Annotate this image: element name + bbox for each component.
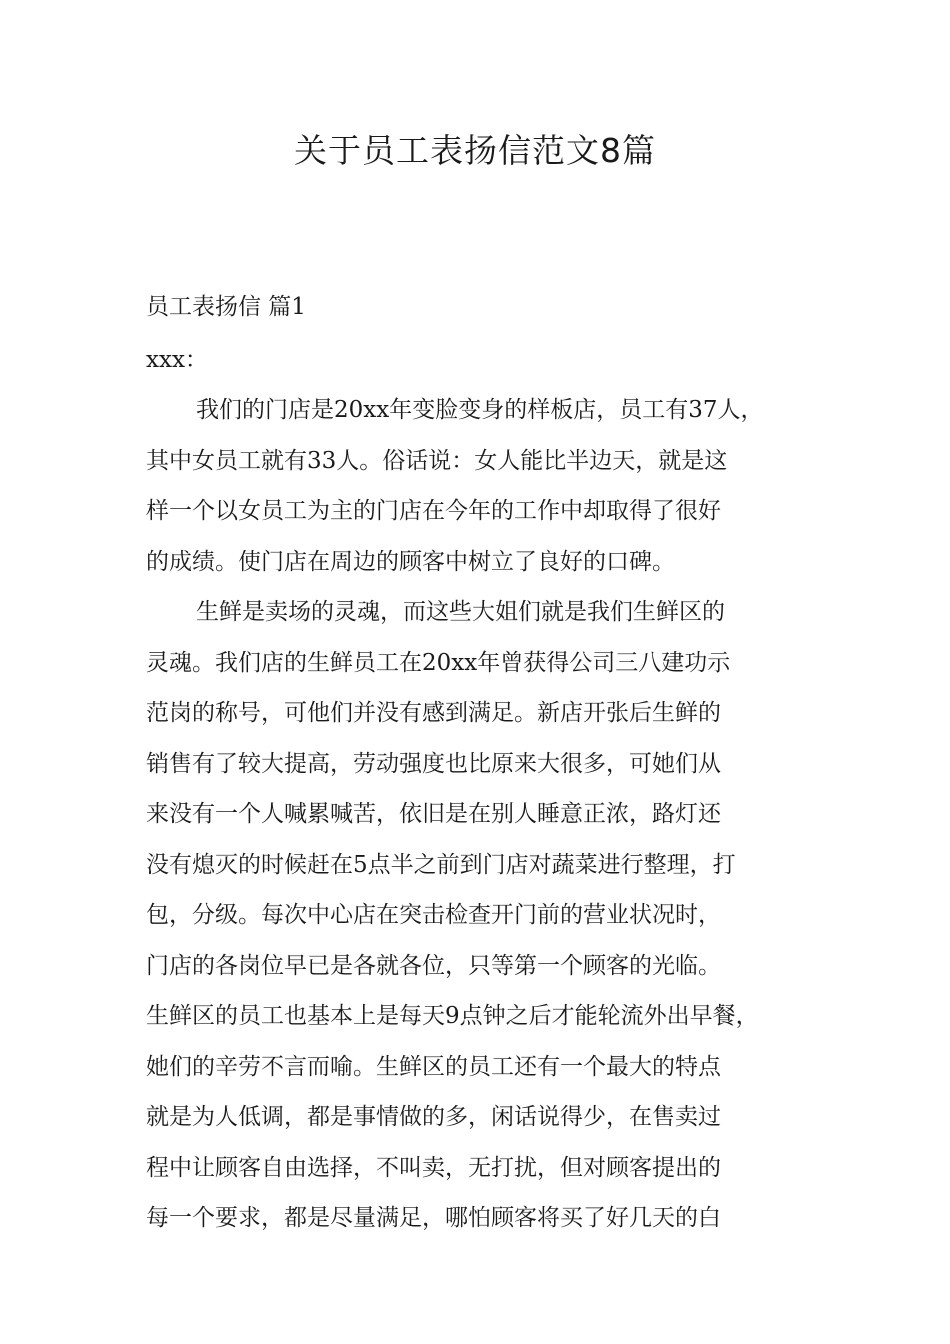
text-line: 销售有了较大提高，劳动强度也比原来大很多，可她们从 [146, 750, 721, 777]
text-line: 生鲜是卖场的灵魂，而这些大姐们就是我们生鲜区的 [196, 599, 725, 625]
text-line: 我们的门店是20xx年变脸变身的样板店，员工有37人， [196, 397, 764, 423]
document-body [146, 282, 838, 1244]
text-line: 灵魂。我们店的生鲜员工在20xx年曾获得公司三八建功示 [146, 649, 731, 676]
text-line: 样一个以女员工为主的门店在今年的工作中却取得了很好 [146, 498, 721, 524]
text-line: 范岗的称号，可他们并没有感到满足。新店开张后生鲜的 [146, 700, 721, 726]
text-line: 就是为人低调，都是事情做的多，闲话说得少，在售卖过 [146, 1104, 721, 1130]
text-line: 其中女员工就有33人。俗话说：女人能比半边天，就是这 [146, 447, 728, 474]
salutation: xxx： [146, 346, 208, 373]
text-line: 每一个要求，都是尽量满足，哪怕顾客将买了好几天的白 [146, 1205, 721, 1231]
text-line: 没有熄灭的时候赶在5点半之前到门店对蔬菜进行整理，打 [146, 851, 736, 878]
paragraph-1 [146, 385, 838, 587]
text-line: 包，分级。每次中心店在突击检查开门前的营业状况时， [146, 902, 721, 928]
section-heading: 员工表扬信 篇1 [146, 294, 306, 320]
text-line: 生鲜区的员工也基本上是每天9点钟之后才能轮流外出早餐， [146, 1003, 759, 1029]
text-line: 来没有一个人喊累喊苦，依旧是在别人睡意正浓，路灯还 [146, 801, 721, 827]
text-line: 的成绩。使门店在周边的顾客中树立了良好的口碑。 [146, 548, 675, 575]
document-title: 关于员工表扬信范文8篇 [294, 131, 656, 170]
text-line: 门店的各岗位早已是各就各位，只等第一个顾客的光临。 [146, 952, 721, 979]
text-line: 程中让顾客自由选择，不叫卖，无打扰，但对顾客提出的 [146, 1154, 721, 1181]
paragraph-2 [146, 587, 838, 1244]
text-line: 她们的辛劳不言而喻。生鲜区的员工还有一个最大的特点 [146, 1053, 721, 1080]
